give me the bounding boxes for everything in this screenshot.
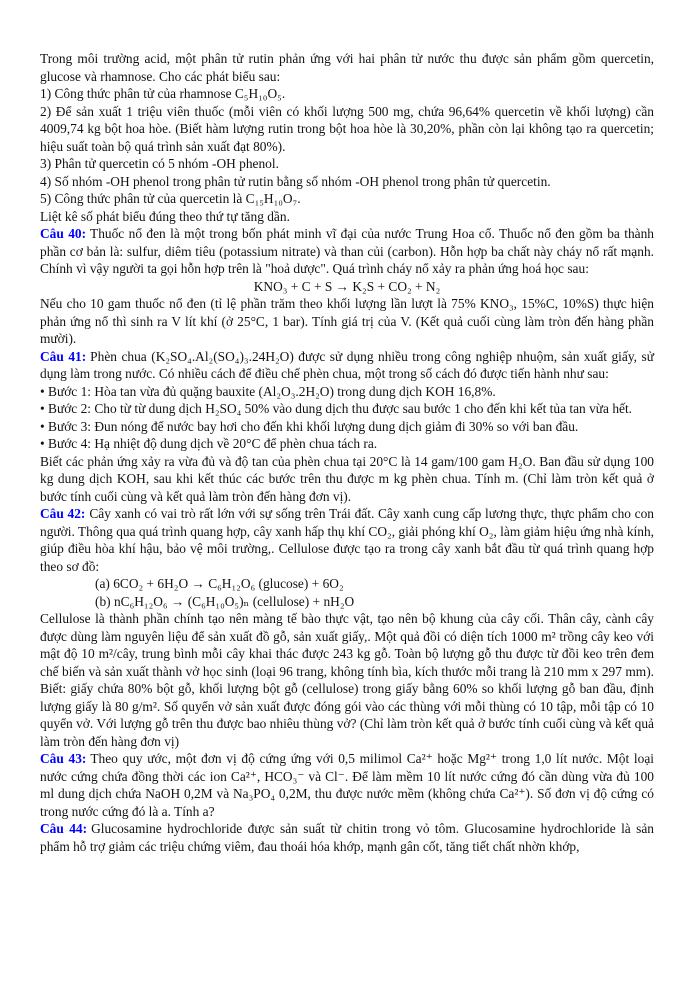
question-41-label: Câu 41: <box>40 348 87 364</box>
statement-3: 3) Phân tử quercetin có 5 nhóm -OH phenol. <box>40 156 279 171</box>
question-40-equation: KNO₃ + C + S → K₂S + CO₂ + N₂ <box>253 278 441 294</box>
question-42-equation-a: (a) 6CO₂ + 6H₂O → C₆H₁₂O₆ (glucose) + 6O₂ <box>95 576 344 591</box>
question-40-label: Câu 40: <box>40 226 87 241</box>
question-44-paragraph <box>40 820 654 855</box>
statement-1: 1) Công thức phân tử của rhamnose C₅H₁₀O₅. <box>40 86 286 101</box>
question-40-paragraph <box>40 225 654 278</box>
question-42-paragraph <box>40 505 654 575</box>
question-43-paragraph <box>40 750 654 820</box>
question-41-step-1: • Bước 1: Hòa tan vừa đủ quặng bauxite (Al₂O₃.2H₂O) trong dung dịch KOH 16,8%. <box>40 383 496 399</box>
question-44-body: Glucosamine hydrochloride được sản suất từ chitin trong vỏ tôm. Glucosamine hydrochloride là sản phẩm hỗ trợ giảm các triệu chứng viêm, đau thoái hóa khớp, mạnh gân cốt, tăng tiết chất nhờn khớp, <box>40 821 654 854</box>
statements-closing: Liệt kê số phát biểu đúng theo thứ tự tăng dần. <box>40 208 290 224</box>
statement-2: 2) Để sản xuất 1 triệu viên thuốc (mỗi viên có khối lượng 500 mg, chứa 96,64% quercetin về khối lượng) cần 4009,74 kg bột hoa hòe. (Biết hàm lượng rutin trong bột hoa hòe là 30,20%, phần còn lại không tạo ra quercetin; hiệu suất toàn bộ quá trình sản xuất đạt 80%). <box>40 103 654 154</box>
statement-4: 4) Số nhóm -OH phenol trong phân tử rutin bằng số nhóm -OH phenol trong phân tử quercetin. <box>40 173 551 189</box>
question-41-paragraph <box>40 348 654 383</box>
question-42-followup: Cellulose là thành phần chính tạo nên màng tế bào thực vật, tạo nên bộ khung của cây cối. Thân cây, cành cây được dùng làm nguyên liệu để sản xuất đồ gỗ, sản xuất giấy,. Một quả đồi có diện tích 1000 m² trồng cây keo với mật độ 10 m²/cây, trung bình mỗi cây khai thác được 243 kg gỗ. Toàn bộ lượng gỗ thu được từ đồi keo trên đem chế biến và sản xuất thành vở học sinh (loại 96 trang, không tính bìa, kích thước mỗi trang là 210 mm x 297 mm). Biết: giấy chứa 80% bột gỗ, khối lượng bột gỗ (cellulose) trong giấy bằng 60% so khối lượng gỗ ban đầu, định lượng giấy là 80 g/m². Số quyển vở sản xuất được đóng gói vào các thùng với mỗi thùng có 10 tập, mỗi tập có 10 quyển vở. Với lượng gỗ trên thu được bao nhiêu thùng vở? (Chỉ làm tròn kết quả ở bước tính cuối cùng và kết quả làm tròn đến hàng đơn vị) <box>40 611 654 749</box>
question-41-step-2: • Bước 2: Cho từ từ dung dịch H₂SO₄ 50% vào dung dịch thu được sau bước 1 cho đến khi kết tủa tan vừa hết. <box>40 401 633 416</box>
question-41-followup: Biết các phản ứng xảy ra vừa đủ và độ tan của phèn chua tại 20°C là 14 gam/100 gam H₂O. Ban đầu sử dụng 100 kg dung dịch KOH, sau khi kết thúc các bước trên thu được m kg phèn chua. Tính m. (Chỉ làm tròn kết quả ở bước tính cuối cùng và kết quả làm tròn đến hàng đơn vị). <box>40 453 654 504</box>
statement-5: 5) Công thức phân tử của quercetin là C₁₅H₁₀O₇. <box>40 191 301 206</box>
question-42-label: Câu 42: <box>40 506 86 521</box>
question-40-body: Thuốc nổ đen là một trong bốn phát minh vĩ đại của nước Trung Hoa cổ. Thuốc nổ đen gồm ba thành phần cơ bản là: sulfur, diêm tiêu (potassium nitrate) và than củi (carbon). Hỗn hợp ba chất này cháy nổ rất mạnh. Chính vì vậy người ta gọi hỗn hợp trên là "hoả dược". Quá trình cháy nổ xảy ra phản ứng hoá học sau: <box>40 226 654 276</box>
question-41-step-4: • Bước 4: Hạ nhiệt độ dung dịch về 20°C để phèn chua tách ra. <box>40 436 378 451</box>
question-43-label: Câu 43: <box>40 751 87 766</box>
question-41-step-3: • Bước 3: Đun nóng để nước bay hơi cho đến khi khối lượng dung dịch giảm đi 30% so với ban đầu. <box>40 418 579 434</box>
intro-paragraph: Trong môi trường acid, một phân tử rutin phản ứng với hai phân tử nước thu được sản phẩm gồm quercetin, glucose và rhamnose. Cho các phát biểu sau: <box>40 51 654 84</box>
question-43-body: Theo quy ước, một đơn vị độ cứng ứng với 0,5 milimol Ca²⁺ hoặc Mg²⁺ trong 1,0 lít nước. Một loại nước cứng chứa đồng thời các ion Ca²⁺, HCO₃⁻ và Cl⁻. Để làm mềm 10 lít nước cứng đó cần dùng vừa đủ 100 ml dung dịch chứa NaOH 0,2M và Na₃PO₄ 0,2M, thu được nước mềm (không chứa Ca²⁺). Số đơn vị độ cứng có trong nước cứng đó là a. Tính a? <box>40 751 654 819</box>
question-44-label: Câu 44: <box>40 821 88 836</box>
question-42-body: Cây xanh có vai trò rất lớn với sự sống trên Trái đất. Cây xanh cung cấp lương thực, thực phẩm cho con người. Thông qua quá trình quang hợp, cây xanh hấp thụ khí CO₂, giải phóng khí O₂, làm giảm hiệu ứng nhà kính, giúp điều hòa khí hậu, bảo vệ môi trường,. Cellulose được tạo ra trong cây xanh bắt đầu từ quá trình quang hợp theo sơ đồ: <box>40 506 654 574</box>
question-40-followup: Nếu cho 10 gam thuốc nổ đen (tỉ lệ phần trăm theo khối lượng lần lượt là 75% KNO₃, 15%C, 10%S) thực hiện phản ứng nổ thì sinh ra V lít khí (ở 25°C, 1 bar). Tính giá trị của V. (Kết quả cuối cùng làm tròn đến hàng phần mười). <box>40 296 654 346</box>
question-42-equation-b: (b) nC₆H₁₂O₆ → (C₆H₁₀O₅)ₙ (cellulose) + nH₂O <box>95 593 355 609</box>
question-41-body: Phèn chua (K₂SO₄.Al₂(SO₄)₃.24H₂O) được sử dụng nhiều trong công nghiệp nhuộm, sản xuất giấy, sử dụng làm trong nước. Có nhiều cách để điều chế phèn chua, một trong số cách đó được tiến hành như sau: <box>40 348 654 381</box>
